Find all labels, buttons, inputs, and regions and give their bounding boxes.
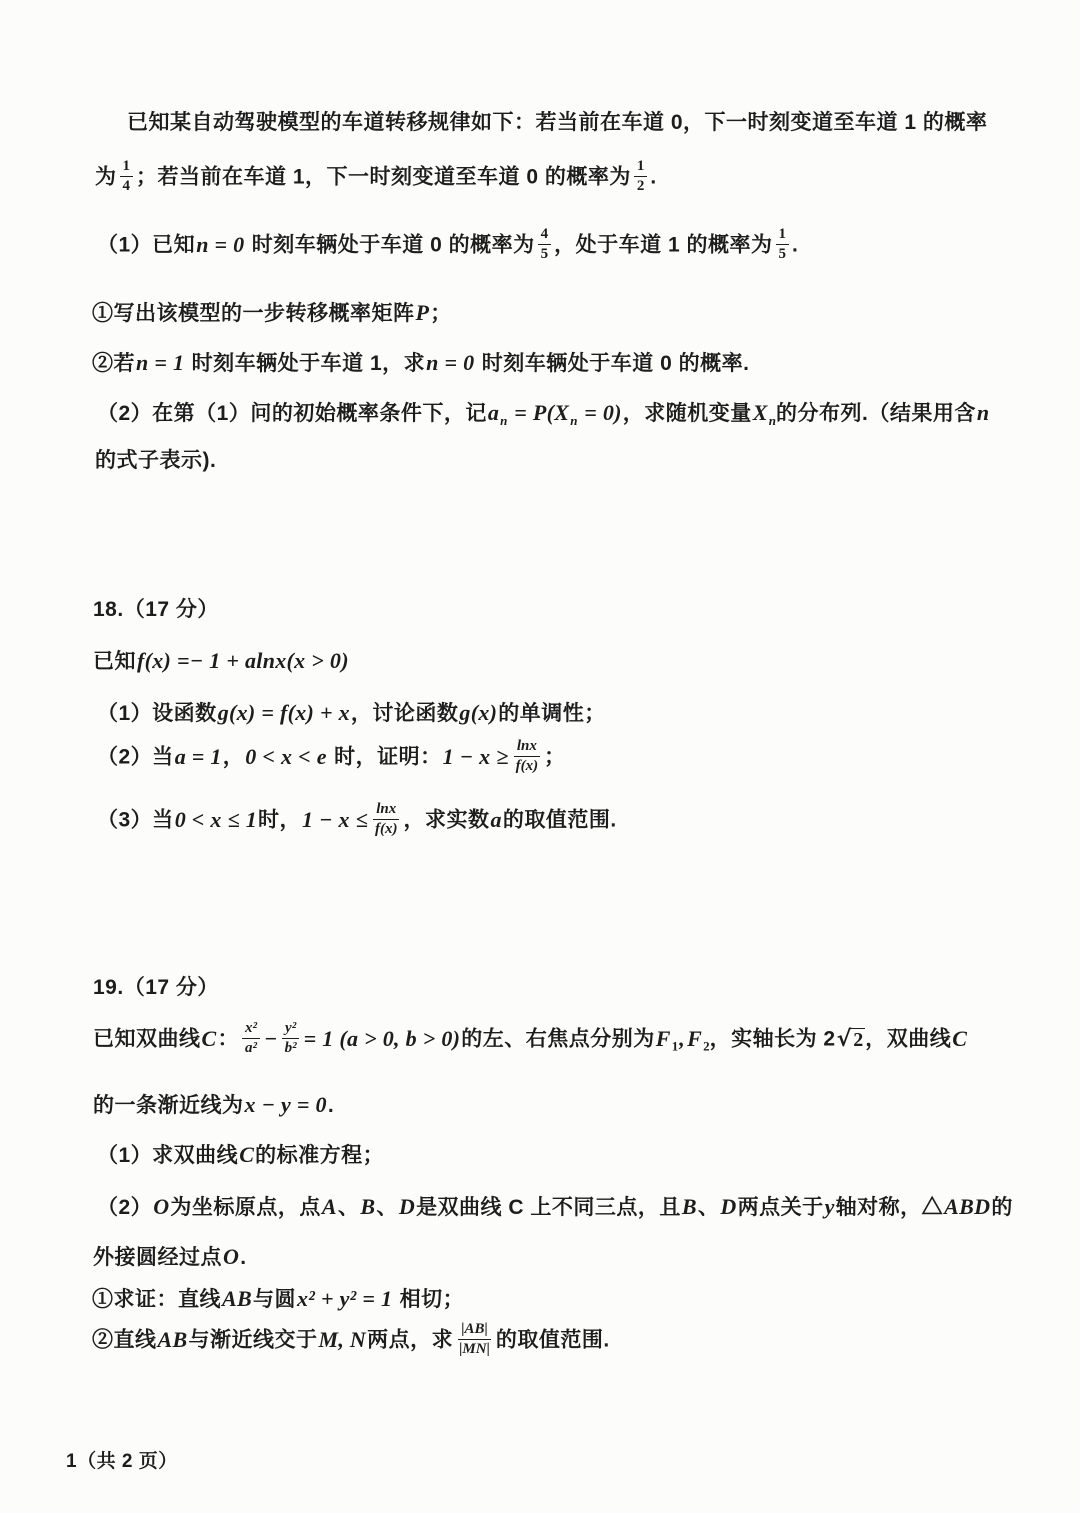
math-run: 1 − x ≤ <box>302 806 369 832</box>
text-run: 外接圆经过点 <box>93 1246 222 1269</box>
text-run: 已知某自动驾驶模型的车道转移规律如下：若当前在车道 0，下一时刻变道至车道 1 的概率 <box>127 111 988 134</box>
math-run: , <box>679 1025 686 1051</box>
text-run: 的一条渐近线为 <box>93 1094 244 1117</box>
math-run: C <box>201 1025 217 1051</box>
numerator: 4 <box>538 226 552 245</box>
fraction-lnx-over-fx <box>513 738 542 774</box>
q17-part2-line2 <box>95 446 216 475</box>
fraction-four-fifths <box>538 226 552 262</box>
math-run: 1 − x ≥ <box>442 743 509 769</box>
math-run: x − y = 0 <box>244 1092 327 1117</box>
math-run: a <box>487 400 500 425</box>
math-run: C <box>239 1142 255 1167</box>
math-run: D <box>720 1194 737 1219</box>
text-run: （2） <box>97 1196 153 1219</box>
text-run: 两点关于 <box>737 1196 824 1219</box>
question-number: 19.（17 分） <box>93 976 219 999</box>
text-run: . <box>327 1094 335 1117</box>
math-run: x² + y² = 1 <box>296 1286 393 1311</box>
math-run: = 0) <box>578 400 622 425</box>
q19-heading <box>93 973 219 1002</box>
text-run: . <box>650 165 657 189</box>
math-run: y <box>824 1194 835 1219</box>
math-run: ABD <box>944 1194 991 1219</box>
text-run: ，实轴长为 2 <box>709 1027 836 1051</box>
numerator: lnx <box>514 738 540 757</box>
text-run: 的分布列.（结果用含 <box>776 402 976 425</box>
subscript: 2 <box>703 1038 710 1054</box>
text-run: 时刻车辆处于车道 1，求 <box>185 352 426 375</box>
math-run: P <box>415 300 430 325</box>
math-run: B <box>360 1194 376 1219</box>
q19-part2-line2 <box>93 1242 247 1273</box>
text-run: ②若 <box>92 352 135 375</box>
numerator: y² <box>282 1020 299 1039</box>
text-run: ，处于车道 1 的概率为 <box>554 233 773 257</box>
q18-heading <box>93 595 219 624</box>
q19-part1-line <box>97 1140 384 1171</box>
q19-given-line1 <box>93 1022 968 1058</box>
math-run: F <box>655 1025 671 1051</box>
text-run: ，求随机变量 <box>622 402 752 425</box>
fraction-one-fourth <box>120 158 134 194</box>
text-run: ②直线 <box>92 1328 157 1352</box>
numerator: 1 <box>634 158 648 177</box>
math-run: AB <box>222 1286 252 1311</box>
math-run: = P(X <box>508 400 570 425</box>
fraction-y2-over-b2 <box>282 1020 300 1056</box>
denominator: a² <box>244 1039 257 1056</box>
text-run: （2）在第（1）问的初始概率条件下，记 <box>97 402 487 425</box>
denominator: b² <box>284 1039 297 1056</box>
text-run: 的取值范围. <box>502 808 617 832</box>
numerator: |AB| <box>458 1321 491 1340</box>
subscript: 1 <box>671 1038 679 1054</box>
math-run: f(x) =− 1 + alnx(x > 0) <box>137 648 349 673</box>
question-number: 18.（17 分） <box>93 598 219 621</box>
math-run: g(x) = f(x) + x <box>217 700 350 725</box>
text-run: ， <box>222 745 245 769</box>
q17-part2-line1 <box>97 398 990 430</box>
text-run: ； <box>544 745 566 769</box>
q17-sub1-line <box>92 298 452 329</box>
text-run: 、 <box>337 1196 360 1219</box>
q19-sub1-line <box>92 1284 464 1315</box>
page-number-text: 1（共 2 页） <box>66 1451 178 1472</box>
text-run: 已知 <box>93 650 136 673</box>
math-run: 0 < x ≤ 1 <box>174 806 257 832</box>
q17-part1-line <box>97 228 798 264</box>
math-run: 0 < x < e <box>245 743 327 769</box>
numerator: 1 <box>120 158 134 177</box>
text-run: ： <box>217 1027 239 1051</box>
text-run: 相切； <box>393 1288 465 1311</box>
text-run: . <box>240 1246 247 1269</box>
q19-given-line2 <box>93 1090 334 1121</box>
text-run: 已知双曲线 <box>93 1027 201 1051</box>
numerator: 1 <box>776 226 790 245</box>
q18-given-line <box>93 646 350 677</box>
math-run: a = 1 <box>174 743 222 769</box>
sqrt-symbol: √ <box>836 1026 852 1052</box>
minus-sign: − <box>263 1025 278 1051</box>
text-run: 的式子表示). <box>95 449 217 472</box>
text-run: ；若当前在车道 1，下一时刻变道至车道 0 的概率为 <box>136 165 631 189</box>
text-run: 时刻车辆处于车道 0 的概率为 <box>245 233 535 257</box>
denominator: 4 <box>122 177 130 194</box>
text-run: 两点，求 <box>367 1328 454 1352</box>
math-run: = 1 (a > 0, b > 0) <box>303 1025 461 1051</box>
text-run: . <box>792 233 799 257</box>
q19-part2-line1 <box>97 1192 1013 1223</box>
math-run: n = 0 <box>196 231 245 257</box>
math-run: B <box>681 1194 697 1219</box>
text-run: 的 <box>991 1196 1013 1219</box>
denominator: f(x) <box>375 820 398 837</box>
text-run: 时刻车辆处于车道 0 的概率. <box>475 352 750 375</box>
numerator: lnx <box>373 801 399 820</box>
text-run: ①写出该模型的一步转移概率矩阵 <box>92 302 415 325</box>
text-run: 时， <box>258 808 301 832</box>
text-run: 、 <box>376 1196 398 1219</box>
denominator: 5 <box>540 245 549 262</box>
page-footer <box>66 1446 178 1473</box>
text-run: 与渐近线交于 <box>188 1328 318 1352</box>
q18-part1-line <box>97 698 606 729</box>
math-run: n <box>976 400 990 425</box>
fraction-one-fifth <box>776 226 790 262</box>
fraction-ab-over-mn <box>456 1321 493 1357</box>
denominator: 5 <box>778 245 787 262</box>
q17-intro-line1 <box>127 108 987 137</box>
text-run: ①求证：直线 <box>92 1288 221 1311</box>
numerator: x² <box>242 1020 260 1039</box>
math-run: M, N <box>318 1326 367 1352</box>
q19-sub2-line <box>92 1323 610 1359</box>
triangle-symbol: △ <box>921 1196 944 1219</box>
math-run: O <box>153 1194 170 1219</box>
text-run: 时，证明： <box>327 745 442 769</box>
math-run: AB <box>157 1326 188 1352</box>
subscript: n <box>500 413 508 428</box>
text-run: 为坐标原点，点 <box>170 1196 321 1219</box>
math-run: A <box>321 1194 337 1219</box>
text-run: ； <box>430 302 452 325</box>
math-run: X <box>752 400 768 425</box>
math-run: g(x) <box>459 700 498 725</box>
fraction-lnx-over-fx <box>372 801 401 837</box>
text-run: （3）当 <box>97 808 174 832</box>
text-run: 与圆 <box>252 1288 296 1311</box>
denominator: f(x) <box>515 757 539 774</box>
text-run: ，双曲线 <box>865 1027 952 1051</box>
text-run: 是双曲线 C 上不同三点，且 <box>416 1196 681 1219</box>
text-run: （1）设函数 <box>97 702 217 725</box>
math-run: C <box>952 1025 968 1051</box>
fraction-x2-over-a2 <box>242 1020 260 1056</box>
subscript: n <box>570 413 578 428</box>
text-run: ，求实数 <box>403 808 490 832</box>
math-run: O <box>223 1244 240 1269</box>
q17-intro-line2 <box>95 160 657 196</box>
denominator: 2 <box>636 177 645 194</box>
text-run: 的单调性； <box>498 702 606 725</box>
text-run: （2）当 <box>97 745 174 769</box>
text-run: 为 <box>95 165 117 189</box>
math-run: a <box>490 806 502 832</box>
text-run: （1）已知 <box>97 233 196 257</box>
q18-part3-line <box>97 803 617 839</box>
text-run: （1）求双曲线 <box>97 1144 239 1167</box>
subscript: n <box>768 413 777 428</box>
math-run: n = 1 <box>136 350 185 375</box>
text-run: 的左、右焦点分别为 <box>461 1027 655 1051</box>
text-run: 轴对称， <box>835 1196 922 1219</box>
denominator: |MN| <box>459 1340 490 1357</box>
text-run: 的取值范围. <box>495 1328 610 1352</box>
math-run: F <box>687 1025 703 1051</box>
text-run: 的标准方程； <box>255 1144 385 1167</box>
fraction-one-half <box>634 158 648 194</box>
text-run: 、 <box>697 1196 720 1219</box>
q17-sub2-line <box>92 348 749 379</box>
math-run: D <box>398 1194 416 1219</box>
text-run: ，讨论函数 <box>350 702 459 725</box>
q18-part2-line <box>97 740 566 776</box>
sqrt-argument: 2 <box>853 1028 864 1051</box>
math-run: n = 0 <box>426 350 475 375</box>
